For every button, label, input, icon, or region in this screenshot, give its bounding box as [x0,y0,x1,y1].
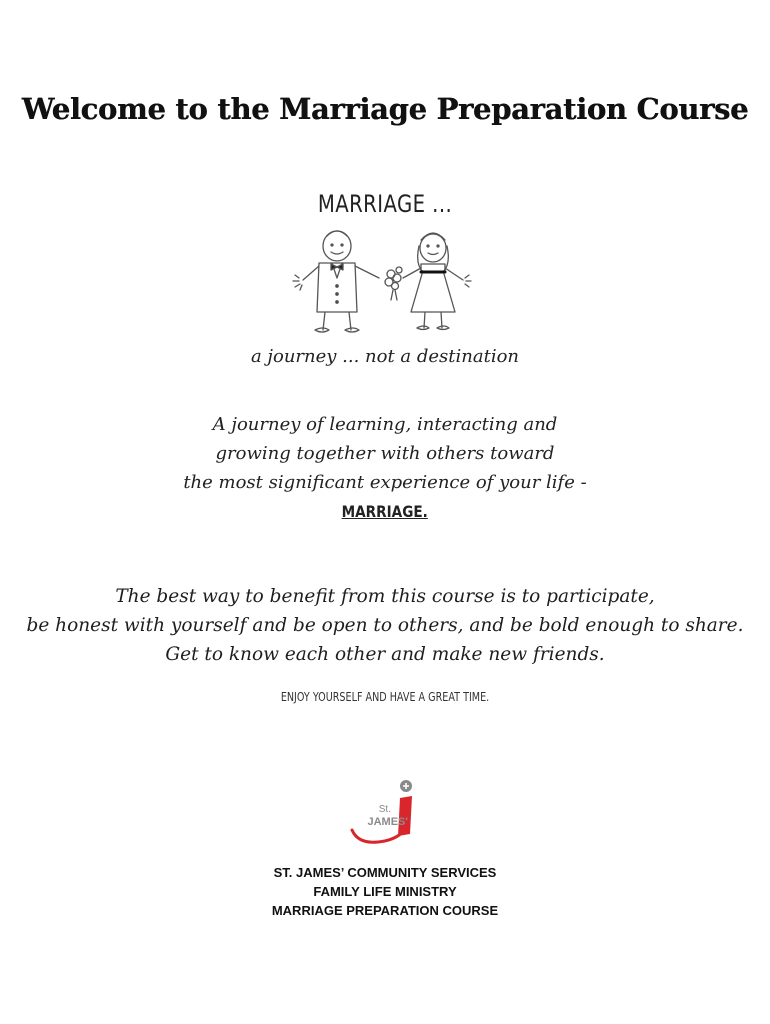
footer-course: MARRIAGE PREPARATION COURSE [271,903,499,918]
advice-line: The best way to benefit from this course is to participate, [115,586,655,607]
advice-line: Get to know each other and make new friends. [165,644,605,665]
journey-paragraph [0,410,770,526]
advice-line: be honest with yourself and be open to others, and be bold enough to share. [26,615,744,636]
logo-small-text: St. [378,804,391,815]
enjoy-message: ENJOY YOURSELF AND HAVE A GREAT TIME. [280,690,490,704]
journey-emphasis: MARRIAGE. [341,502,429,521]
advice-paragraph [0,582,770,669]
footer-ministry: FAMILY LIFE MINISTRY [313,884,457,899]
journey-line: the most significant experience of your life - [183,472,587,493]
bouquet-icon [385,267,402,300]
logo-name: JAMES' [367,816,408,828]
groom-figure [293,231,379,332]
bride-figure [403,233,471,330]
page-title: Welcome to the Marriage Preparation Course [21,92,749,126]
couple-illustration [285,226,485,338]
journey-line: A journey of learning, interacting and [212,414,558,435]
journey-line: growing together with others toward [215,443,555,464]
tagline: a journey ... not a destination [250,346,520,367]
footer-block [0,863,770,920]
footer-org: ST. JAMES’ COMMUNITY SERVICES [273,865,497,880]
st-james-logo [348,778,428,848]
logo-swoosh [352,828,406,842]
marriage-heading: MARRIAGE ... [317,190,453,218]
